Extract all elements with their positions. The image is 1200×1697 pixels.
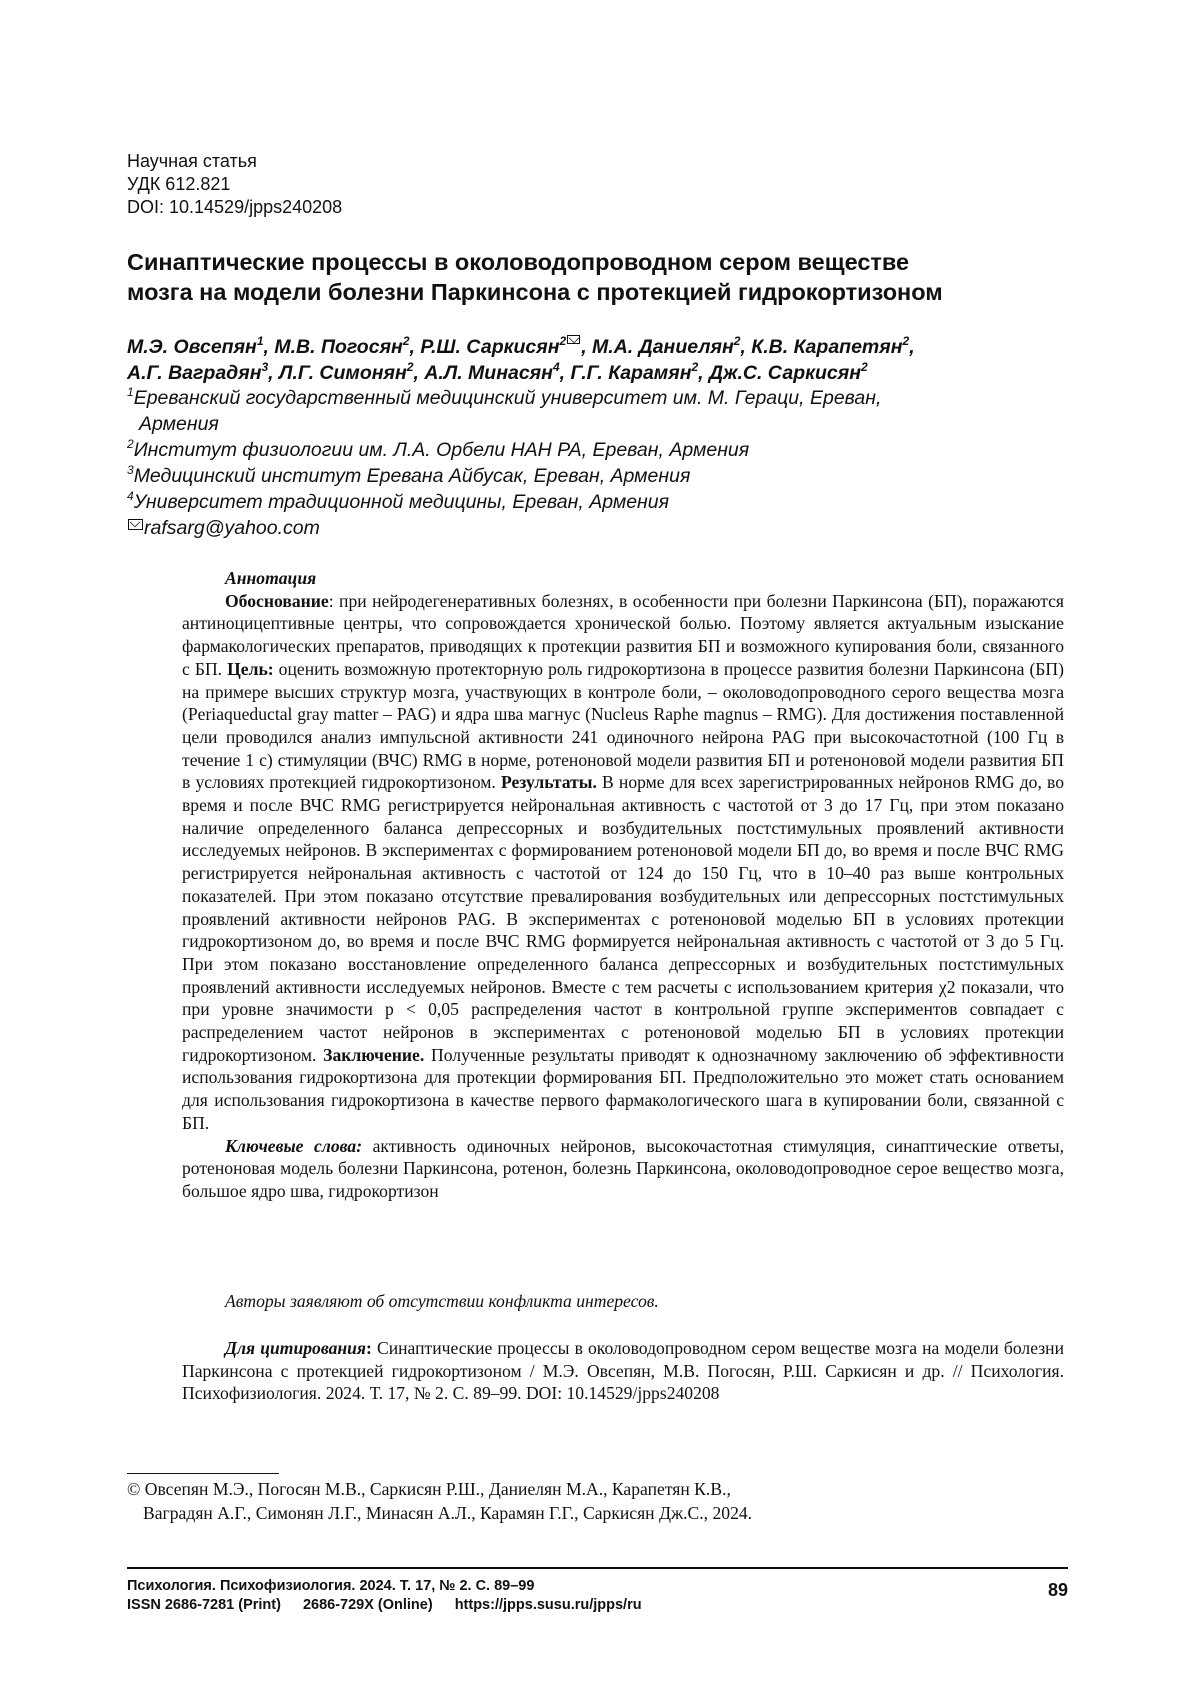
page-number: 89 <box>1047 1580 1068 1600</box>
article-title <box>127 247 1087 307</box>
results-label: Результаты. <box>500 772 597 793</box>
affiliation-3 <box>127 463 1087 489</box>
author-affiliation-mark: 2 <box>691 360 699 374</box>
udc-code: УДК 612.821 <box>127 174 231 194</box>
author-affiliation-mark: 2 <box>402 334 410 348</box>
journal-footer <box>127 1577 642 1615</box>
copyright-line-1: © Овсепян М.Э., Погосян М.В., Саркисян Р.Ш., Даниелян М.А., Карапетян К.В., <box>127 1479 731 1499</box>
article-type: Научная статья <box>127 151 257 171</box>
affiliation-list <box>127 385 1087 541</box>
envelope-icon <box>567 335 580 344</box>
author-affiliation-mark: 2 <box>902 334 910 348</box>
author-name: Л.Г. Симонян <box>279 362 407 384</box>
abstract <box>182 567 1064 1203</box>
conflict-of-interest: Авторы заявляют об отсутствии конфликта интересов. <box>225 1291 659 1311</box>
author-affiliation-mark: 2 <box>733 334 741 348</box>
affiliation-number: 2 <box>127 437 134 451</box>
footnote-divider <box>127 1473 279 1474</box>
title-line-2: мозга на модели болезни Паркинсона с протекцией гидрокортизоном <box>127 279 943 305</box>
author-name: М.В. Погосян <box>274 336 403 358</box>
copyright-line-2: Ваградян А.Г., Симонян Л.Г., Минасян А.Л., Карамян Г.Г., Саркисян Дж.С., 2024. <box>143 1502 753 1523</box>
affiliation-1-continued: Армения <box>139 413 219 435</box>
citation-text: Синаптические процессы в околоводопроводном сером веществе мозга на модели болезни Паркинсона с протекцией гидрокортизоном / М.Э. Овсепян, М.В. Погосян, Р.Ш. Саркисян и др. // Психология. Психофизиология. 2024. Т. 17, № 2. С. 89–99. DOI: 10.14529/jpps240208 <box>182 1338 1064 1404</box>
keywords-text: активность одиночных нейронов, высокочастотная стимуляция, синаптические ответы, ротеноновая модель болезни Паркинсона, ротенон, болезнь Паркинсона, околоводопроводное серое вещество мозга, большое ядро шва, гидрокортизон <box>182 1135 1064 1201</box>
affiliation-number: 4 <box>127 489 134 503</box>
email-link[interactable]: rafsarg@yahoo.com <box>144 517 320 539</box>
citation-label: Для цитирования <box>225 1338 366 1358</box>
author-affiliation-mark: 1 <box>256 334 264 348</box>
author-affiliation-mark: 2 <box>559 334 567 348</box>
issn-line <box>127 1596 642 1615</box>
affiliation-text: Университет традиционной медицины, Ереван, Армения <box>133 491 670 513</box>
title-line-1: Синаптические процессы в околоводопроводном сером веществе <box>127 249 910 275</box>
author-name: М.Э. Овсепян <box>127 336 257 358</box>
author-name: М.А. Даниелян <box>592 336 734 358</box>
issn-print: ISSN 2686-7281 (Print) <box>127 1597 281 1613</box>
issn-online: 2686-729X (Online) <box>302 1597 433 1613</box>
copyright-footnote <box>127 1478 1027 1525</box>
corresponding-email <box>127 515 1087 541</box>
citation-paragraph <box>182 1337 1064 1405</box>
affiliation-number: 1 <box>127 385 134 399</box>
journal-url[interactable]: https://jpps.susu.ru/jpps/ru <box>454 1597 642 1613</box>
author-name: А.Л. Минасян <box>424 362 553 384</box>
author-name: Р.Ш. Саркисян <box>420 336 560 358</box>
author-affiliation-mark: 4 <box>552 360 560 374</box>
journal-reference: Психология. Психофизиология. 2024. Т. 17, № 2. С. 89–99 <box>127 1578 535 1594</box>
aim-label: Цель: <box>227 658 274 679</box>
aim-text: оценить возможную протекторную роль гидрокортизона в процессе развития болезни Паркинсона (БП) на примере высших структур мозга, участвующих в контроле боли, – околоводопроводного серого вещества мозга (Periaqueductal gray matter – PAG) и ядра шва магнус (Nucleus Raphe magnus – RMG). Для достижения поставленной цели проводился анализ импульсной активности 241 одиночного нейрона PAG при высокочастотной (100 Гц в течение 1 с) стимуляции (ВЧС) RMG в норме, ротеноновой модели развития БП и ротеноновой модели развития БП в условиях протекцией гидрокортизоном. <box>182 658 1064 793</box>
keywords <box>182 1135 1064 1203</box>
envelope-icon <box>128 519 143 530</box>
author-name: К.В. Карапетян <box>751 336 903 358</box>
background-text: : при нейродегенеративных болезнях, в особенности при болезни Паркинсона (БП), поражаются антиноцицептивные центры, что сопровождается хронической болью. Поэтому является актуальным изыскание фармакологических препаратов, приводящих к протекции развития БП и возможного купирования боли, связанного с БП. <box>182 590 1064 679</box>
affiliation-text: Ереванский государственный медицинский университет им. М. Гераци, Ереван, <box>133 387 882 409</box>
author-name: А.Г. Ваградян <box>127 362 262 384</box>
author-affiliation-mark: 3 <box>261 360 269 374</box>
author-affiliation-mark: 2 <box>406 360 414 374</box>
results-text: В норме для всех зарегистрированных нейронов RMG до, во время и после ВЧС RMG регистрируется нейрональная активность с частотой от 3 до 17 Гц, при этом показано наличие определенного баланса депрессорных и возбудительных постстимульных проявлений активности исследуемых нейронов. В экспериментах с формированием ротеноновой модели БП до, во время и после ВЧС RMG регистрируется нейрональная активность с частотой от 124 до 150 Гц, что в 10–40 раз выше контрольных показателей. При этом показано отсутствие превалирования возбудительных или депрессорных постстимульных проявлений активности нейронов PAG. В экспериментах с ротеноновой моделью БП в условиях протекции гидрокортизоном до, во время и после ВЧС RMG формируется нейрональная активность с частотой от 3 до 5 Гц. При этом показано восстановление определенного баланса депрессорных и возбудительных постстимульных проявлений активности исследуемых нейронов. Вместе с тем расчеты с использованием критерия χ2 показали, что при уровне значимости p < 0,05 распределения частот в контрольной группе экспериментов совпадает с распределением частот нейронов в экспериментах с ротеноновой моделью БП в условиях протекции гидрокортизоном. <box>182 772 1064 1065</box>
affiliation-number: 3 <box>127 463 134 477</box>
affiliation-1 <box>127 385 1087 411</box>
conclusion-label: Заключение. <box>323 1044 425 1065</box>
abstract-body <box>182 590 1064 1135</box>
affiliation-2 <box>127 437 1087 463</box>
article-meta <box>127 150 342 219</box>
citation-colon: : <box>366 1338 372 1358</box>
affiliation-4 <box>127 489 1087 515</box>
author-line-2: А.Г. Ваградян$^3$, Л.Г. Симонян$^2$, А.Л. Минасян$^4$, Г.Г. Карамян$^2$, Дж.С. Саркисян$^2$ <box>127 360 868 384</box>
footer-divider <box>127 1567 1068 1569</box>
citation-block <box>182 1337 1064 1405</box>
author-line-1: М.Э. Овсепян$^1$, М.В. Погосян$^2$, Р.Ш. Саркисян$^2$ , М.А. Даниелян$^2$, К.В. Карапетян$^2$, <box>127 334 915 358</box>
background-label: Обоснование <box>225 590 329 611</box>
keywords-label: Ключевые слова: <box>225 1135 363 1156</box>
abstract-heading: Аннотация <box>225 568 317 588</box>
conclusion-text: Полученные результаты приводят к однозначному заключению об эффективности использования гидрокортизона для протекции формирования БП. Предположительно это может стать основанием для использования гидрокортизона в качестве первого фармакологического шага в купировании боли, связанной с БП. <box>182 1044 1065 1133</box>
author-name: Дж.С. Саркисян <box>709 362 862 384</box>
author-list <box>127 334 1087 386</box>
author-name: Г.Г. Карамян <box>570 362 692 384</box>
affiliation-text: Медицинский институт Еревана Айбусак, Ереван, Армения <box>133 465 691 487</box>
author-affiliation-mark: 2 <box>861 360 868 374</box>
doi: DOI: 10.14529/jpps240208 <box>127 197 343 217</box>
affiliation-text: Институт физиологии им. Л.А. Орбели НАН РА, Ереван, Армения <box>133 439 750 461</box>
